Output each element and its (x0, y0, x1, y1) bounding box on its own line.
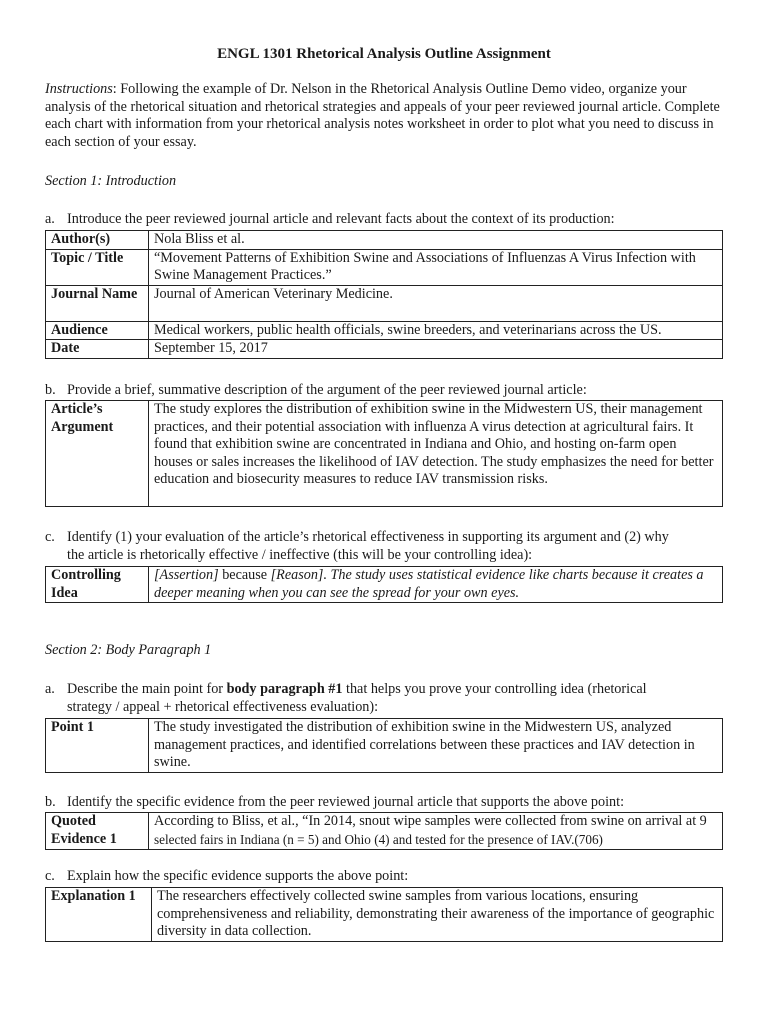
row-label: Article’s Argument (46, 401, 149, 507)
prompt-text: Explain how the specific evidence supports the above point: (67, 868, 409, 884)
section-1-heading: Section 1: Introduction (45, 173, 177, 189)
explanation-table (45, 887, 723, 942)
row-label: Author(s) (46, 231, 149, 250)
row-label: Explanation 1 (46, 888, 152, 942)
row-label: Journal Name (46, 285, 149, 321)
row-value (149, 813, 723, 850)
table-row (46, 813, 723, 850)
prompt-2a (45, 681, 725, 716)
evidence-line1: According to Bliss, et al., “In 2014, snout wipe samples were collected from swine on arrival at 9 (154, 813, 707, 829)
prompt-text: Provide a brief, summative description of the argument of the peer reviewed journal article: (67, 382, 587, 398)
row-label: Date (46, 340, 149, 359)
prompt-text-line2: strategy / appeal + rhetorical effectiveness evaluation): (67, 698, 379, 715)
argument-table (45, 400, 723, 507)
row-label: Audience (46, 321, 149, 340)
table-row (46, 231, 723, 250)
row-value: Nola Bliss et al. (149, 231, 723, 250)
evidence-table (45, 812, 723, 850)
prompt-1b (45, 382, 725, 400)
row-value: “Movement Patterns of Exhibition Swine and Associations of Influenzas A Virus Infection with Swine Management Practices.” (149, 249, 723, 285)
context-table (45, 230, 723, 359)
prompt-letter: c. (45, 529, 55, 545)
prompt-letter: a. (45, 211, 55, 227)
prompt-letter: b. (45, 382, 56, 398)
instructions-paragraph (45, 81, 725, 151)
prompt-text-line2: the article is rhetorically effective / ineffective (this will be your controlling idea): (67, 546, 533, 563)
table-row (46, 321, 723, 340)
row-value: The researchers effectively collected swine samples from various locations, ensuring comprehensiveness and reliability, demonstrating their awareness of the importance of geographic diversity in data collection. (152, 888, 723, 942)
row-value (149, 567, 723, 603)
prompt-2b (45, 794, 725, 812)
table-row (46, 249, 723, 285)
reason-text: [Reason]. The study uses statistical evidence like charts because it creates a deeper meaning when you can see the spread for your own eyes. (154, 567, 704, 601)
prompt-letter: c. (45, 868, 55, 884)
table-row (46, 567, 723, 603)
because-text: because (218, 567, 271, 583)
row-value: The study investigated the distribution of exhibition swine in the Midwestern US, analyzed management practices, and identified correlations between these practices and IAV detection in swine. (149, 719, 723, 773)
prompt-text: Identify (1) your evaluation of the article’s rhetorical effectiveness in supporting its argument and (2) why (67, 529, 669, 545)
row-label: Point 1 (46, 719, 149, 773)
row-value: The study explores the distribution of exhibition swine in the Midwestern US, their management practices, and their potential association with influenza A virus detection at agricultural fairs. It found that exhibition swine are concentrated in Indiana and Ohio, and hosting on-farm open houses or sales increases the likelihood of IAV detection. The study emphasizes the need for better education and biosecurity measures to reduce IAV transmission risks. (149, 401, 723, 507)
point-table (45, 718, 723, 773)
row-label: Topic / Title (46, 249, 149, 285)
prompt-text-bold: body paragraph #1 (226, 681, 343, 697)
row-label: Quoted Evidence 1 (46, 813, 149, 850)
prompt-letter: b. (45, 794, 56, 810)
prompt-text-pre: Describe the main point for (67, 681, 227, 697)
prompt-1c (45, 529, 725, 564)
instructions-text: : Following the example of Dr. Nelson in the Rhetorical Analysis Outline Demo video, organize your analysis of the rhetorical situation and rhetorical strategies and appeals of your peer reviewed journal article. Complete each chart with information from your rhetorical analysis notes worksheet in order to plot what you need to discuss in each section of your essay. (45, 81, 720, 150)
prompt-text-post: that helps you prove your controlling idea (rhetorical (342, 681, 647, 697)
row-label: Controlling Idea (46, 567, 149, 603)
prompt-text: Identify the specific evidence from the peer reviewed journal article that supports the above point: (67, 794, 625, 810)
page-title: ENGL 1301 Rhetorical Analysis Outline Assignment (217, 46, 551, 62)
prompt-1a (45, 211, 725, 229)
controlling-idea-table (45, 566, 723, 603)
assertion-text: [Assertion] (154, 567, 219, 583)
table-row (46, 285, 723, 321)
evidence-line2: selected fairs in Indiana (n = 5) and Ohio (4) and tested for the presence of IAV.(706) (154, 831, 603, 847)
row-value: September 15, 2017 (149, 340, 723, 359)
prompt-text: Introduce the peer reviewed journal article and relevant facts about the context of its production: (67, 211, 615, 227)
table-row (46, 888, 723, 942)
prompt-2c (45, 868, 725, 886)
prompt-letter: a. (45, 681, 55, 697)
row-value: Medical workers, public health officials, swine breeders, and veterinarians across the US. (149, 321, 723, 340)
table-row (46, 401, 723, 507)
table-row (46, 719, 723, 773)
instructions-lead: Instructions (45, 81, 113, 97)
table-row (46, 340, 723, 359)
row-value: Journal of American Veterinary Medicine. (149, 285, 723, 321)
section-2-heading: Section 2: Body Paragraph 1 (45, 642, 212, 658)
